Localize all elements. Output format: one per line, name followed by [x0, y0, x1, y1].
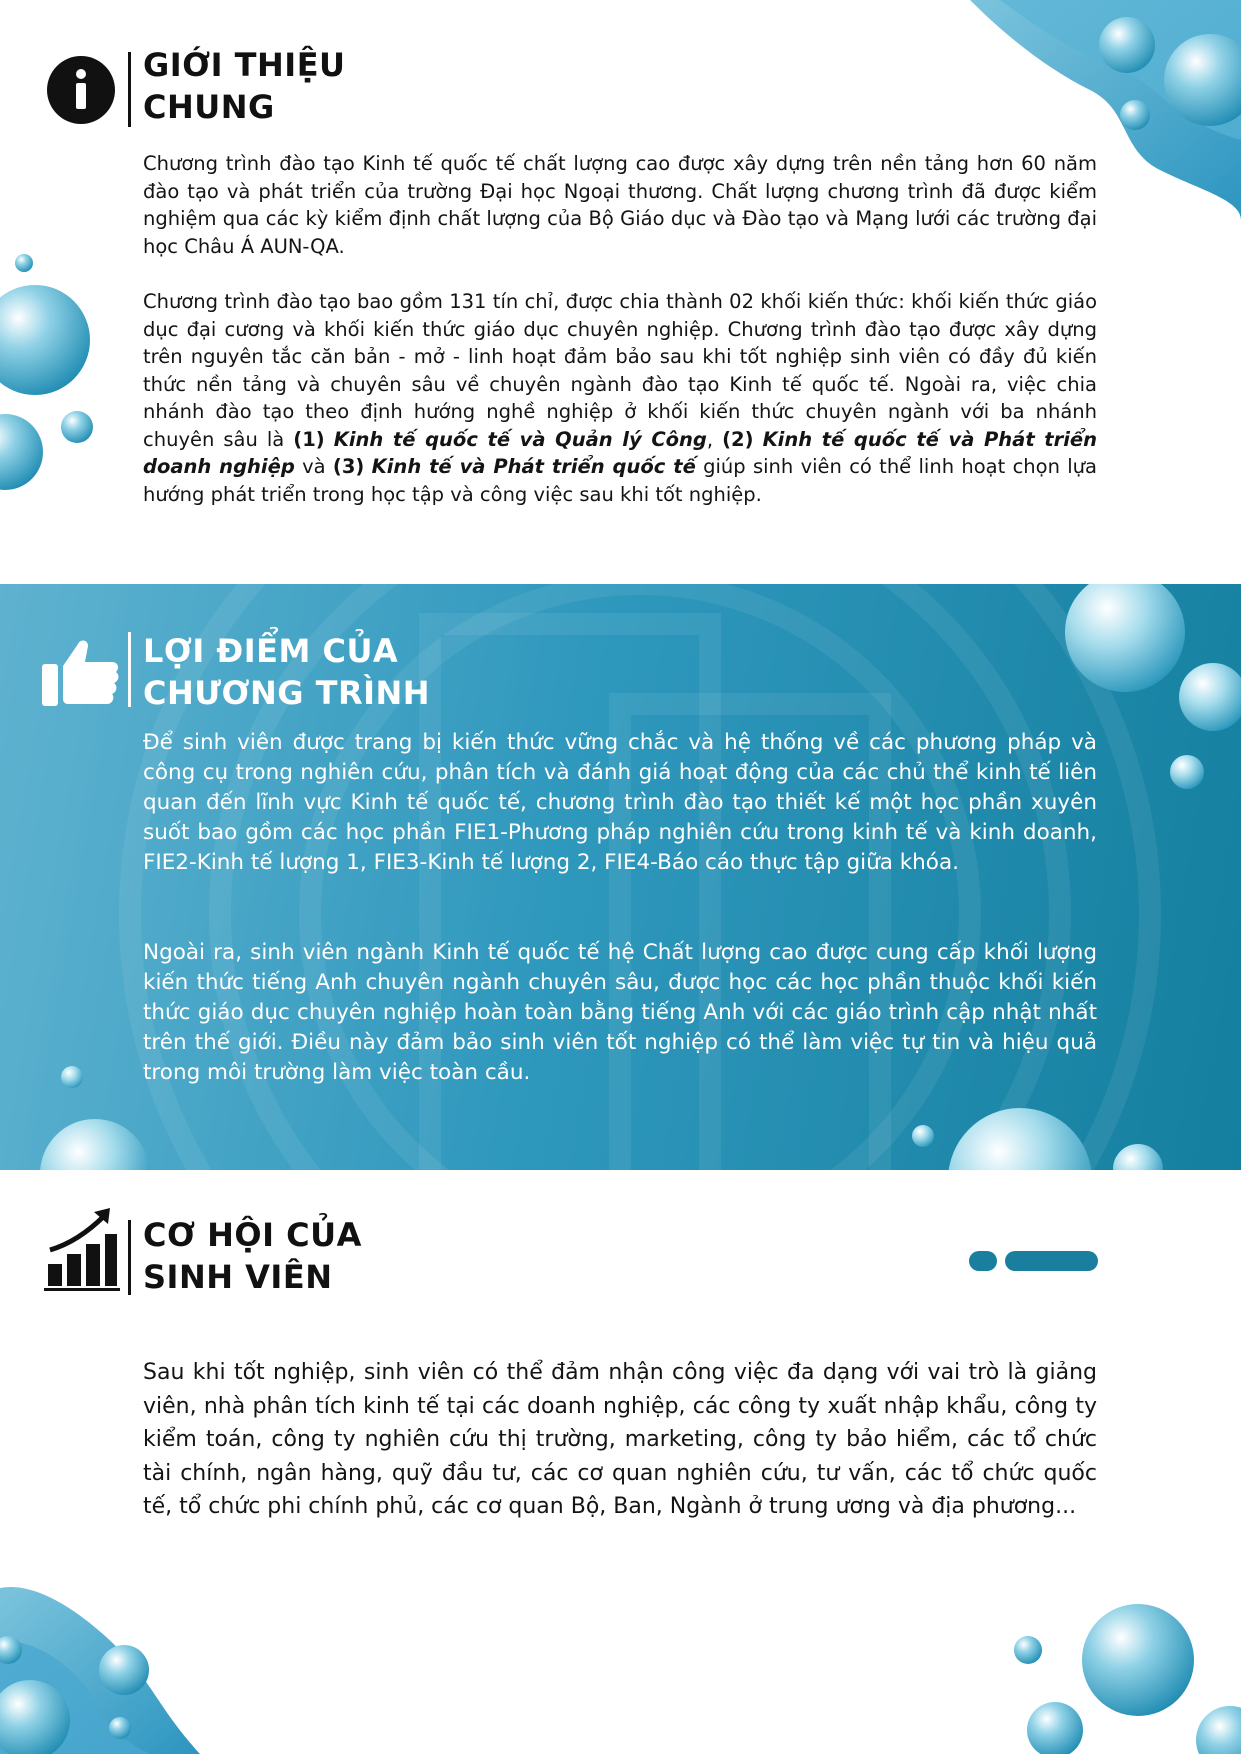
title-line: CHƯƠNG TRÌNH: [143, 674, 431, 712]
opportunities-paragraph: Sau khi tốt nghiệp, sinh viên có thể đảm nhận công việc đa dạng với vai trò là giảng viên, nhà phân tích kinh tế tại các doanh nghiệp, các công ty xuất nhập khẩu, công ty kiểm toán, công ty nghiên cứu thị trường, marketing, công ty bảo hiểm, các tổ chức tài chính, ngân hàng, quỹ đầu tư, các cơ quan nghiên cứu, tư vấn, các tổ chức quốc tế, tổ chức phi chính phủ, các cơ quan Bộ, Ban, Ngành ở trung ương và địa phương...: [143, 1360, 1097, 1519]
heading-divider: [128, 1220, 131, 1295]
intro-paragraph-1: Chương trình đào tạo Kinh tế quốc tế chất lượng cao được xây dựng trên nền tảng hơn 60 năm đào tạo và phát triển của trường Đại học Ngoại thương. Chất lượng chương trình đã được kiểm nghiệm qua các kỳ kiểm định chất lượng của Bộ Giáo dục và Đào tạo và Mạng lưới các trường đại học Châu Á AUN-QA.: [143, 152, 1097, 258]
growth-chart-icon: [44, 1206, 120, 1292]
title-line: GIỚI THIỆU: [143, 46, 346, 84]
title-line: LỢI ĐIỂM CỦA: [143, 632, 399, 670]
title-line: CHUNG: [143, 88, 275, 126]
title-line: CƠ HỘI CỦA: [143, 1216, 362, 1254]
benefits-paragraph-2: Ngoài ra, sinh viên ngành Kinh tế quốc tế hệ Chất lượng cao được cung cấp khối lượng kiến thức tiếng Anh chuyên ngành chuyên sâu, được học các học phần thuộc khối kiến thức giáo dục chuyên nghiệp hoàn toàn bằng tiếng Anh với các giáo trình cập nhật nhất trên thế giới. Điều này đảm bảo sinh viên tốt nghiệp có thể làm việc tự tin và hiệu quả trong môi trường làm việc toàn cầu.: [143, 940, 1097, 1085]
thumbs-up-icon: [40, 636, 120, 708]
title-line: SINH VIÊN: [143, 1258, 333, 1296]
section-title-benefits: [143, 630, 430, 714]
heading-divider: [128, 52, 131, 127]
heading-divider: [128, 632, 131, 707]
intro-paragraph-2: Chương trình đào tạo bao gồm 131 tín chỉ, được chia thành 02 khối kiến thức: khối kiến thức giáo dục đại cương và khối kiến thức giáo dục chuyên nghiệp. Chương trình đào tạo được xây dựng trên nguyên tắc căn bản - mở - linh hoạt đảm bảo sau khi tốt nghiệp sinh viên có đầy đủ kiến thức nền tảng và chuyên sâu về chuyên ngành đào tạo Kinh tế quốc tế. Ngoài ra, việc chia nhánh đào tạo theo định hướng nghề nghiệp ở khối kiến thức chuyên ngành với ba nhánh chuyên sâu là (1) Kinh tế quốc tế và Quản lý Công, (2) Kinh tế quốc tế và Phát triển doanh nghiệp và (3) Kinh tế và Phát triển quốc tế giúp sinh viên có thể linh hoạt chọn lựa hướng phát triển trong học tập và công việc sau khi tốt nghiệp.: [143, 290, 1098, 506]
bottom-wave-decoration: [0, 1580, 1241, 1754]
section-title-opportunities: [143, 1214, 362, 1298]
decorative-pill: [1005, 1251, 1098, 1271]
decorative-dot: [969, 1251, 997, 1271]
section-title-intro: [143, 44, 346, 128]
info-icon: [46, 55, 116, 125]
benefits-paragraph-1: Để sinh viên được trang bị kiến thức vững chắc và hệ thống về các phương pháp và công cụ trong nghiên cứu, phân tích và đánh giá hoạt động của các chủ thể kinh tế liên quan đến lĩnh vực Kinh tế quốc tế, chương trình đào tạo thiết kế một học phần xuyên suốt bao gồm các học phần FIE1-Phương pháp nghiên cứu trong kinh tế và kinh doanh, FIE2-Kinh tế lượng 1, FIE3-Kinh tế lượng 2, FIE4-Báo cáo thực tập giữa khóa.: [143, 730, 1097, 875]
